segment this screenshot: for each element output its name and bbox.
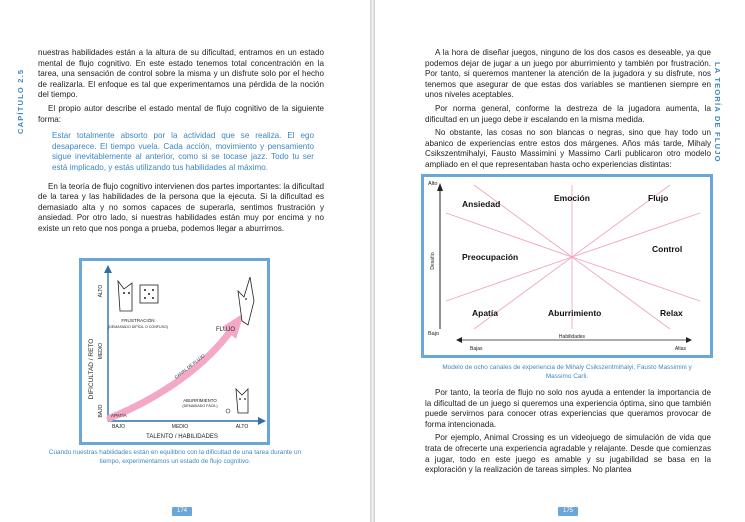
- ansiedad-label: Ansiedad: [462, 199, 501, 209]
- paragraph: Por norma general, conforme la destreza de la jugadora aumenta, la dificultad en un juego debe ir escalando en la misma medida.: [425, 103, 711, 124]
- control-label: Control: [652, 244, 683, 254]
- y-tick-low: BAJO: [98, 404, 104, 418]
- y-axis-label: Desafío: [430, 252, 436, 270]
- channel-labels: [462, 193, 683, 318]
- left-page: [0, 0, 370, 522]
- right-page: [375, 0, 745, 522]
- flow-channel-diagram: [82, 261, 267, 442]
- x-left-label: Bajas: [470, 346, 483, 352]
- x-tick-mid: MEDIO: [171, 424, 189, 430]
- figure-caption: Modelo de ocho canales de experiencia de Mihaly Csikszentmihalyi, Fausto Massimini y Massimo Carli.: [442, 364, 692, 380]
- x-right-label: Altas: [674, 346, 686, 352]
- aburrimiento-label: ABURRIMIENTO: [183, 398, 217, 403]
- canal-label: CANAL DE FLUJO: [173, 353, 206, 380]
- chapter-side-label: CAPÍTULO 2.5: [16, 68, 25, 134]
- y-axis-arrow: [437, 183, 443, 191]
- preocupacion-label: Preocupación: [462, 252, 519, 262]
- x-axis-label: Habilidades: [558, 334, 586, 340]
- flujo-label: Flujo: [648, 193, 669, 203]
- paragraph: Por tanto, la teoría de flujo no solo nos ayuda a entender la importancia de la dificultad de un juego si queremos una experiencia óptima, sino que también puede servirnos para conocer otras experiencias que queramos provocar de forma intencionada.: [425, 388, 711, 429]
- y-tick-mid: MEDIO: [98, 342, 104, 360]
- emocion-label: Emoción: [554, 193, 590, 203]
- frustrated-cat-illustration: [118, 281, 158, 311]
- x-axis-left-arrow: [456, 337, 462, 343]
- paragraph: Por ejemplo, Animal Crossing es un videojuego de simulación de vida que trata de ofrecerte una experiencia agradable y relajante. Desde que comienzas a jugar, todo en este juego es amable y su jugabilidad se basa en la exploración y la realización de tareas simples. No plantea: [425, 433, 711, 475]
- paragraph: nuestras habilidades están a la altura de su dificultad, entramos en un estado mental de flujo cognitivo. En este estado tenemos total concentración en la tarea, una sensación de control sobre la misma y un disfrute solo por el hecho de realizarla. El enfoque es tal que experimentamos una pérdida de la noción del tiempo.: [38, 48, 324, 100]
- x-axis-right-arrow: [686, 337, 692, 343]
- relax-label: Relax: [660, 308, 683, 318]
- flujo-label: FLUJO: [216, 327, 236, 333]
- apatia-label: Apatía: [472, 308, 498, 318]
- x-axis-label: TALENTO / HABILIDADES: [146, 434, 218, 440]
- y-tick-high: ALTO: [98, 284, 104, 298]
- block-quote: Estar totalmente absorto por la actividad que se realiza. El ego desaparece. El tiempo vuela. Cada acción, movimiento y pensamiento sigue inevitablemente al anterior, como si se tocase jazz. Todo tu ser está implicado, y estás utilizando tus habilidades al máximo.: [52, 131, 314, 172]
- y-axis-label: DIFICULTAD / RETO: [88, 338, 95, 400]
- paragraph: No obstante, las cosas no son blancas o negras, sino que hay todo un abanico de experiencias entre estos dos márgenes. Años más tarde, Mihaly Csikszentmihalyi, Fausto Massimini y Massimo Carli publicaron otro modelo ampliado en el que representaban hasta ocho experiencias distintas:: [425, 128, 711, 169]
- y-top-label: Alto: [428, 181, 438, 187]
- paragraph: El propio autor describe el estado mental de flujo cognitivo de la siguiente forma:: [38, 103, 324, 124]
- frustracion-sublabel: (DEMASIADO DIFÍCIL O CONFUSO): [108, 325, 168, 329]
- flow-channel-figure: [79, 258, 270, 445]
- page-number: 174: [172, 507, 192, 516]
- figure-caption: Cuando nuestras habilidades están en equilibrio con la dificultad de una tarea durante un tiempo, experimentamos un estado de flujo cognitivo.: [48, 449, 302, 465]
- eight-channel-diagram: [424, 177, 710, 355]
- eight-channel-figure: [421, 174, 713, 358]
- aburrimiento-label: Aburrimiento: [548, 308, 602, 318]
- paragraph: A la hora de diseñar juegos, ninguno de los dos casos es deseable, ya que podemos dejar de jugar a un juego por aburrimiento y también por frustración. Por tanto, si queremos mantener la atención de la jugadora y su disfrute, nos tenemos que asegurar de que estas dos variables se mantienen siempre en unos niveles aceptables.: [425, 48, 711, 100]
- page-number: 175: [558, 507, 578, 516]
- y-bottom-label: Bajo: [428, 331, 440, 337]
- x-tick-low: BAJO: [112, 424, 126, 430]
- bored-cat-illustration: [226, 389, 248, 413]
- right-text-column-bottom: [425, 388, 711, 479]
- left-text-column: [38, 48, 324, 238]
- x-axis-arrow: [258, 417, 266, 425]
- apatia-label: APATÍA: [111, 413, 127, 418]
- aburrimiento-sublabel: (DEMASIADO FÁCIL): [182, 404, 218, 408]
- section-side-label: LA TEORÍA DE FLUJO: [713, 62, 722, 163]
- x-tick-high: ALTO: [235, 424, 249, 430]
- frustracion-label: FRUSTRACIÓN: [121, 318, 155, 323]
- right-text-column: [425, 48, 711, 174]
- y-axis-arrow: [104, 265, 112, 273]
- paragraph: En la teoría de flujo cognitivo intervienen dos partes importantes: la dificultad de la tarea y las habilidades de la persona que la ejecuta. Si la dificultad es demasiado alta y no somos capaces de superarla, sentimos frustración y ansiedad. Por otro lado, si nuestras habilidades están muy por encima y no existe un reto que nos ponga a prueba, podemos llegar a aburrirnos.: [38, 181, 324, 233]
